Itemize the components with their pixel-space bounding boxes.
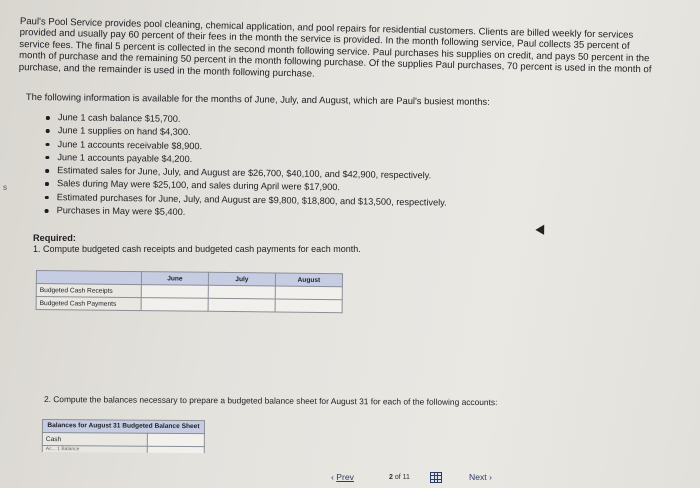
table-row — [42, 446, 204, 454]
input-cell[interactable] — [141, 285, 208, 299]
input-cell[interactable] — [147, 433, 204, 446]
table-row — [36, 297, 342, 313]
row-label-partial: Ac... 1 Balance — [42, 446, 147, 453]
input-cell[interactable] — [275, 299, 342, 313]
row-label-cash-payments: Budgeted Cash Payments — [36, 297, 141, 311]
question-2: 2. Compute the balances necessary to prepare a budgeted balance sheet for August 31 for each of the following accounts: — [43, 394, 498, 408]
list-item: June 1 cash balance $15,700. — [46, 111, 448, 130]
table-row — [42, 433, 204, 447]
balance-sheet-table — [42, 419, 205, 453]
cash-budget-table — [36, 270, 343, 313]
required-title: Required: — [33, 233, 76, 243]
input-cell[interactable] — [141, 298, 208, 312]
list-item: June 1 accounts receivable $8,900. — [45, 138, 447, 157]
page-total: 11 — [402, 474, 410, 481]
list-item: June 1 supplies on hand $4,300. — [46, 124, 448, 143]
table-header-row — [42, 420, 204, 434]
input-cell[interactable] — [208, 285, 275, 299]
list-item: Purchases in May were $5,400. — [45, 204, 447, 223]
input-cell[interactable] — [147, 446, 204, 453]
row-label-cash: Cash — [42, 433, 147, 447]
page-indicator — [389, 474, 410, 481]
prev-label: Prev — [336, 472, 354, 482]
next-label: Next — [469, 472, 487, 482]
column-header-balances: Balances for August 31 Budgeted Balance Sheet — [42, 420, 204, 434]
input-cell[interactable] — [208, 298, 275, 312]
grid-view-icon[interactable] — [430, 472, 442, 483]
info-list — [45, 111, 448, 223]
column-header-june: June — [141, 272, 208, 286]
column-header-july: July — [208, 272, 275, 286]
list-item: Sales during May were $25,100, and sales during April were $17,900. — [45, 177, 447, 196]
page-of: of — [394, 474, 401, 481]
page-current: 2 — [389, 474, 393, 481]
table-corner — [36, 271, 141, 285]
chevron-left-icon: ‹ — [331, 472, 334, 482]
prev-button[interactable] — [331, 472, 354, 482]
list-item: Estimated purchases for June, July, and August are $9,800, $18,800, and $13,500, respectively. — [45, 191, 447, 210]
question-1: 1. Compute budgeted cash receipts and budgeted cash payments for each month. — [33, 244, 361, 254]
problem-intro: The following information is available for the months of June, July, and August, which are Paul's busiest months: — [25, 91, 490, 107]
row-label-cash-receipts: Budgeted Cash Receipts — [36, 284, 141, 298]
list-item: June 1 accounts payable $4,200. — [45, 151, 447, 170]
problem-paragraph: Paul's Pool Service provides pool cleaning, chemical application, and pool repairs for residential customers. Clients are billed weekly for services provided and usually pay 60 percent of their fees in the month the service is provided. In the month following service, Paul collects 35 percent of service fees. The final 5 percent is collected in the second month following service. Paul purchases his supplies on credit, and pays 50 percent in the month of purchase and the remaining 50 percent in the month following purchase. Of the supplies Paul purchases, 70 percent is used in the month of purchase, and the remainder is used in the month following purchase. — [18, 16, 652, 80]
column-header-august: August — [275, 273, 342, 287]
list-item: Estimated sales for June, July, and August are $26,700, $40,100, and $42,900, respectively. — [45, 164, 447, 183]
side-mark: s — [3, 183, 7, 192]
input-cell[interactable] — [275, 286, 342, 300]
chevron-right-icon: › — [489, 472, 492, 482]
next-button[interactable] — [469, 472, 492, 482]
mouse-cursor-icon — [535, 222, 548, 235]
